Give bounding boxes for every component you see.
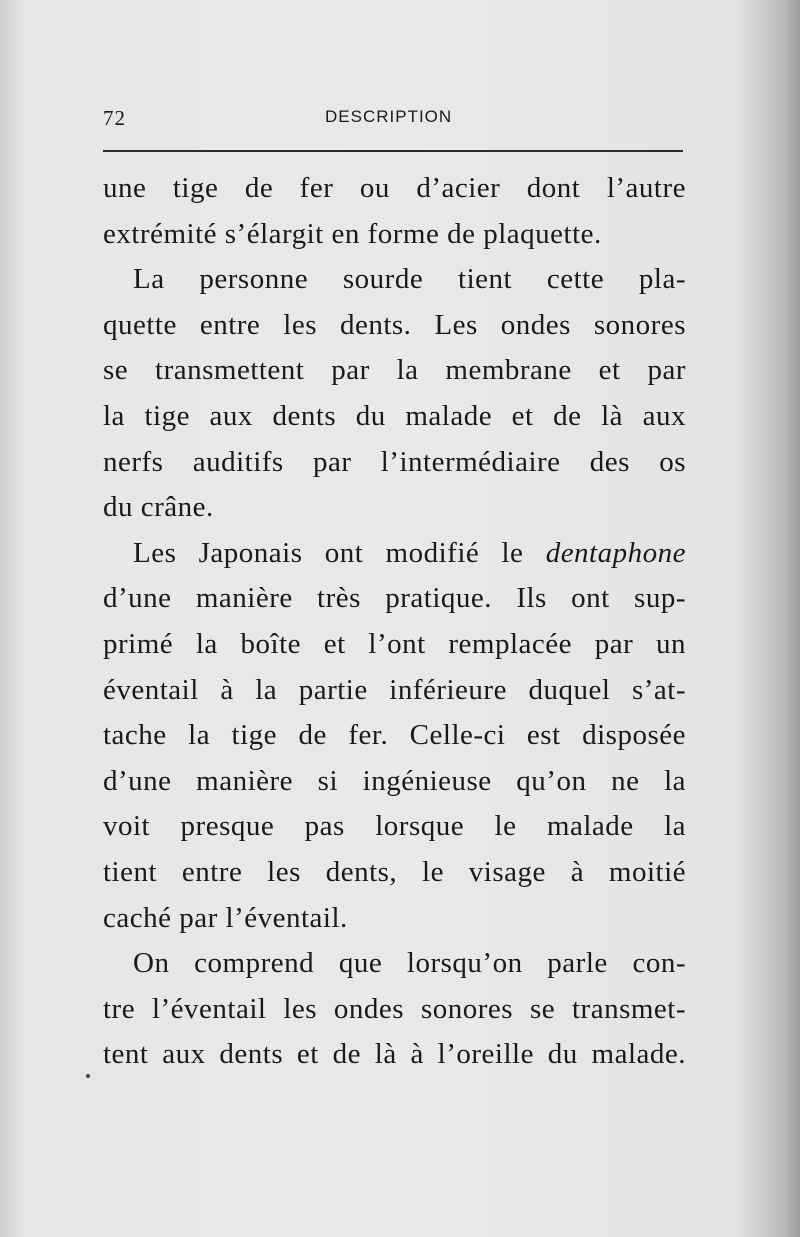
ink-speck [86, 1074, 90, 1078]
paragraph-start-line: La personne sourde tient cette pla- [133, 263, 686, 296]
text-line: tre l’éventail les ondes sonores se transmet- [103, 992, 686, 1025]
text-line: une tige de fer ou d’acier dont l’autre [103, 172, 686, 204]
text-line: caché par l’éventail. [103, 901, 348, 934]
body-text [103, 166, 686, 1078]
text-line: d’une manière très pratique. Ils ont sup- [103, 582, 686, 615]
text-line: tache la tige de fer. Celle-ci est disposée [103, 719, 686, 752]
text-line: tient entre les dents, le visage à moitié [103, 855, 686, 888]
header-rule [103, 150, 683, 152]
text-line: la tige aux dents du malade et de là aux [103, 399, 686, 432]
page-header [103, 106, 683, 134]
text-line: nerfs auditifs par l’intermédiaire des os [103, 445, 686, 478]
text-line: d’une manière si ingénieuse qu’on ne la [103, 764, 686, 797]
page-number: 72 [103, 106, 126, 130]
italic-term: dentaphone [545, 536, 686, 569]
paragraph-start-line [103, 531, 686, 577]
text-line: se transmettent par la membrane et par [103, 354, 686, 387]
text-line: tent aux dents et de là à l’oreille du malade. [103, 1038, 686, 1071]
paragraph-start-line: On comprend que lorsqu’on parle con- [133, 947, 686, 980]
text-fragment: Les Japonais ont modifié le [133, 536, 524, 569]
text-line: voit presque pas lorsque le malade la [103, 810, 686, 843]
text-line: éventail à la partie inférieure duquel s’at- [103, 673, 686, 706]
text-line: primé la boîte et l’ont remplacée par un [103, 627, 686, 660]
text-line: du crâne. [103, 491, 214, 524]
text-line: quette entre les dents. Les ondes sonores [103, 308, 686, 341]
text-line: extrémité s’élargit en forme de plaquette. [103, 217, 602, 250]
running-head: DESCRIPTION [325, 107, 453, 126]
